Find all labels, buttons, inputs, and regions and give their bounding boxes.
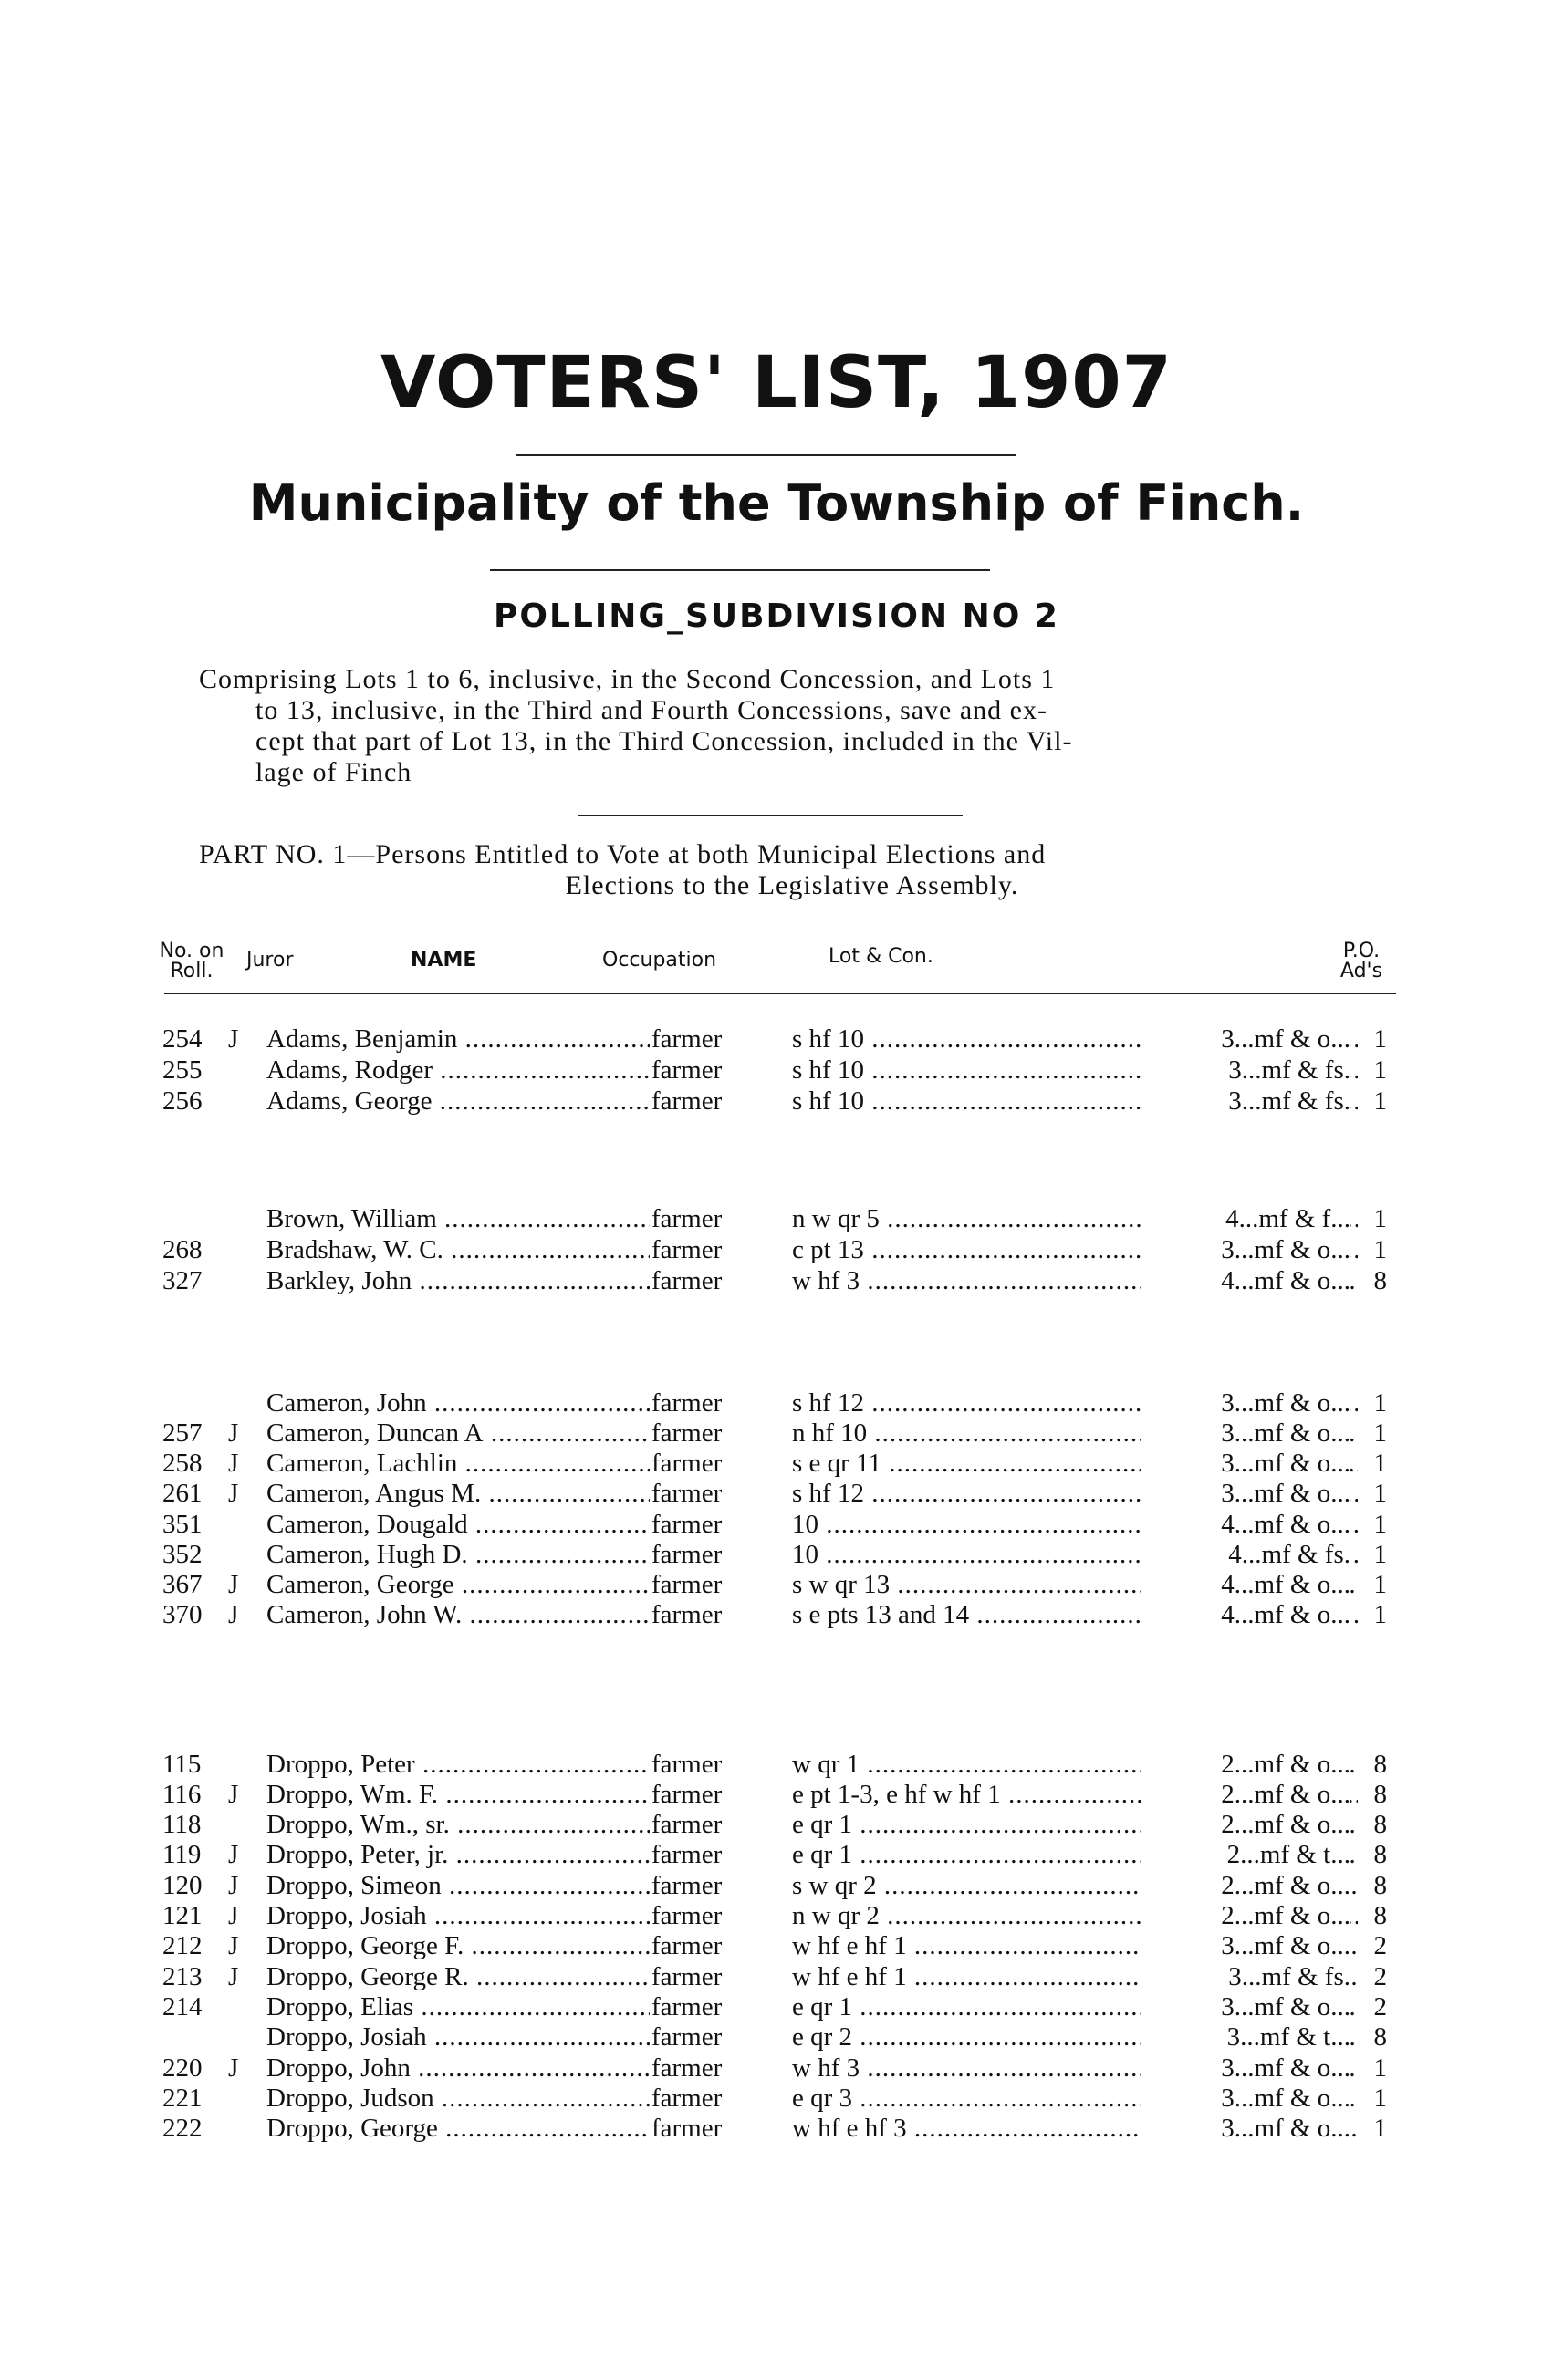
occupation: farmer bbox=[651, 1235, 723, 1264]
concession-status: 3...mf & t... bbox=[1141, 2021, 1350, 2053]
concession-status: 3...mf & o... bbox=[1141, 2053, 1350, 2084]
occupation: farmer bbox=[651, 1570, 723, 1599]
roll-number: 261 bbox=[162, 1479, 203, 1508]
table-row bbox=[0, 2083, 1553, 2114]
lot-description-text: s e pts 13 and 14 bbox=[792, 1600, 970, 1629]
lot-description-text: e qr 3 bbox=[792, 2084, 853, 2113]
column-header-lot: Lot & Con. bbox=[829, 945, 933, 968]
voter-name bbox=[266, 2053, 650, 2084]
voter-name-text: Cameron, Angus M. bbox=[266, 1479, 482, 1508]
table-row bbox=[0, 1749, 1553, 1780]
subdivision-description bbox=[199, 664, 1385, 788]
table-row bbox=[0, 1509, 1553, 1540]
description-line: Comprising Lots 1 to 6, inclusive, in the Second Concession, and Lots 1 bbox=[199, 664, 1056, 694]
roll-number: 258 bbox=[162, 1449, 203, 1478]
concession-status: 2...mf & o... bbox=[1141, 1809, 1350, 1840]
table-row bbox=[0, 1569, 1553, 1600]
voter-name bbox=[266, 1930, 650, 1961]
occupation: farmer bbox=[651, 1510, 723, 1539]
table-row bbox=[0, 1265, 1553, 1296]
po-address: 1 bbox=[1373, 1235, 1387, 1264]
concession-status: 4...mf & o... bbox=[1141, 1569, 1350, 1600]
lot-description-text: s hf 12 bbox=[792, 1479, 864, 1508]
column-header-juror: Juror bbox=[246, 949, 294, 972]
column-header-roll bbox=[155, 941, 228, 982]
juror-mark: J bbox=[228, 1570, 239, 1599]
roll-number: 370 bbox=[162, 1600, 203, 1629]
po-address: 1 bbox=[1373, 1204, 1387, 1233]
table-row bbox=[0, 1870, 1553, 1901]
voter-name bbox=[266, 1478, 650, 1509]
voter-name bbox=[266, 1055, 650, 1086]
part-line-1: PART NO. 1—Persons Entitled to Vote at both Municipal Elections and bbox=[199, 839, 1047, 869]
occupation: farmer bbox=[651, 1388, 723, 1418]
voter-name-text: Cameron, John W. bbox=[266, 1600, 463, 1629]
voter-name-text: Droppo, Simeon bbox=[266, 1871, 442, 1900]
voter-name bbox=[266, 1418, 650, 1449]
juror-mark: J bbox=[228, 1600, 239, 1629]
roll-number: 257 bbox=[162, 1419, 203, 1448]
concession-status: 4...mf & o... bbox=[1141, 1265, 1350, 1296]
concession-status: 3...mf & fs. bbox=[1141, 1055, 1350, 1086]
voter-name-text: Droppo, Josiah bbox=[266, 1901, 427, 1930]
roll-number: 118 bbox=[162, 1810, 202, 1839]
voter-name bbox=[266, 1961, 650, 1992]
concession-status: 2...mf & o... bbox=[1141, 1870, 1350, 1901]
lot-description-text: s hf 10 bbox=[792, 1055, 864, 1085]
po-address: 8 bbox=[1373, 1810, 1387, 1839]
concession-status: 4...mf & f... bbox=[1141, 1203, 1350, 1234]
po-address: 1 bbox=[1373, 1449, 1387, 1478]
voter-name bbox=[266, 1599, 650, 1630]
voter-name bbox=[266, 1203, 650, 1234]
po-address: 8 bbox=[1373, 1750, 1387, 1779]
table-row bbox=[0, 1599, 1553, 1630]
voter-name-text: Bradshaw, W. C. bbox=[266, 1235, 443, 1264]
roll-number: 268 bbox=[162, 1235, 203, 1264]
lot-description-text: 10 bbox=[792, 1510, 818, 1539]
voter-name-text: Adams, Rodger bbox=[266, 1055, 433, 1085]
voter-name-text: Cameron, Duncan A bbox=[266, 1419, 484, 1448]
lot-description-text: s hf 10 bbox=[792, 1024, 864, 1054]
voter-name bbox=[266, 2113, 650, 2144]
table-row bbox=[0, 2053, 1553, 2084]
concession-status: 2...mf & o... bbox=[1141, 1749, 1350, 1780]
roll-number: 255 bbox=[162, 1055, 203, 1085]
roll-number: 214 bbox=[162, 1992, 203, 2021]
subtitle-rule bbox=[490, 569, 990, 571]
lot-description-text: s w qr 2 bbox=[792, 1871, 877, 1900]
po-address: 8 bbox=[1373, 1901, 1387, 1930]
occupation: farmer bbox=[651, 1780, 723, 1809]
part-heading bbox=[199, 839, 1385, 901]
table-row bbox=[0, 1991, 1553, 2022]
roll-number: 221 bbox=[162, 2084, 203, 2113]
lot-description-text: c pt 13 bbox=[792, 1235, 864, 1264]
lot-description-text: n hf 10 bbox=[792, 1419, 868, 1448]
concession-status: 2...mf & t... bbox=[1141, 1839, 1350, 1870]
roll-number: 352 bbox=[162, 1540, 203, 1569]
lot-description-text: w qr 1 bbox=[792, 1750, 860, 1779]
voter-name-text: Cameron, George bbox=[266, 1570, 454, 1599]
voter-name bbox=[266, 1779, 650, 1810]
occupation: farmer bbox=[651, 1962, 723, 1991]
voter-name bbox=[266, 1024, 650, 1055]
voter-name bbox=[266, 1265, 650, 1296]
po-address: 8 bbox=[1373, 2022, 1387, 2052]
concession-status: 3...mf & fs. bbox=[1141, 1086, 1350, 1117]
concession-status: 4...mf & o... bbox=[1141, 1599, 1350, 1630]
po-address: 1 bbox=[1373, 2114, 1387, 2143]
voter-name-text: Cameron, Lachlin bbox=[266, 1449, 458, 1478]
table-row bbox=[0, 2113, 1553, 2144]
juror-mark: J bbox=[228, 1479, 239, 1508]
description-rule bbox=[578, 815, 963, 816]
juror-mark: J bbox=[228, 1419, 239, 1448]
concession-status: 3...mf & o... bbox=[1141, 1024, 1350, 1055]
juror-mark: J bbox=[228, 2053, 239, 2083]
concession-status: 3...mf & o... bbox=[1141, 1930, 1350, 1961]
lot-description-text: 10 bbox=[792, 1540, 818, 1569]
po-address: 1 bbox=[1373, 1055, 1387, 1085]
concession-status: 3...mf & fs. bbox=[1141, 1961, 1350, 1992]
lot-description-text: e qr 1 bbox=[792, 1840, 853, 1869]
po-address: 8 bbox=[1373, 1840, 1387, 1869]
voter-name-text: Droppo, George bbox=[266, 2114, 438, 2143]
po-address: 1 bbox=[1373, 1540, 1387, 1569]
table-row bbox=[0, 1930, 1553, 1961]
po-address: 2 bbox=[1373, 1992, 1387, 2021]
lot-description-text: w hf e hf 1 bbox=[792, 1931, 907, 1960]
po-address: 1 bbox=[1373, 1479, 1387, 1508]
voter-name bbox=[266, 1991, 650, 2022]
concession-status: 3...mf & o... bbox=[1141, 1991, 1350, 2022]
roll-number: 115 bbox=[162, 1750, 202, 1779]
concession-status: 3...mf & o... bbox=[1141, 1387, 1350, 1419]
table-row bbox=[0, 1203, 1553, 1234]
po-address: 1 bbox=[1373, 1600, 1387, 1629]
occupation: farmer bbox=[651, 1024, 723, 1054]
table-row bbox=[0, 1234, 1553, 1265]
voter-name-text: Droppo, John bbox=[266, 2053, 411, 2083]
concession-status: 4...mf & fs. bbox=[1141, 1539, 1350, 1570]
po-header-bottom: Ad's bbox=[1339, 960, 1383, 982]
juror-mark: J bbox=[228, 1024, 239, 1054]
juror-mark: J bbox=[228, 1780, 239, 1809]
lot-description-text: e qr 1 bbox=[792, 1810, 853, 1839]
juror-mark: J bbox=[228, 1931, 239, 1960]
table-row bbox=[0, 1055, 1553, 1086]
lot-description-text: e pt 1-3, e hf w hf 1 bbox=[792, 1780, 1001, 1809]
column-header-po bbox=[1325, 941, 1398, 982]
voter-name bbox=[266, 1569, 650, 1600]
occupation: farmer bbox=[651, 1479, 723, 1508]
voter-name-text: Cameron, John bbox=[266, 1388, 427, 1418]
po-address: 1 bbox=[1373, 1419, 1387, 1448]
juror-mark: J bbox=[228, 1871, 239, 1900]
po-header-top: P.O. bbox=[1342, 940, 1381, 962]
occupation: farmer bbox=[651, 1266, 723, 1295]
voter-name-text: Droppo, Wm., sr. bbox=[266, 1810, 450, 1839]
roll-number: 120 bbox=[162, 1871, 203, 1900]
lot-description-text: s hf 12 bbox=[792, 1388, 864, 1418]
voter-name-text: Cameron, Hugh D. bbox=[266, 1540, 468, 1569]
table-row bbox=[0, 1448, 1553, 1479]
po-address: 1 bbox=[1373, 2084, 1387, 2113]
table-row bbox=[0, 1539, 1553, 1570]
occupation: farmer bbox=[651, 1840, 723, 1869]
concession-status: 3...mf & o... bbox=[1141, 1234, 1350, 1265]
table-row bbox=[0, 1961, 1553, 1992]
table-row bbox=[0, 1387, 1553, 1419]
voter-name bbox=[266, 1749, 650, 1780]
occupation: farmer bbox=[651, 2114, 723, 2143]
occupation: farmer bbox=[651, 1419, 723, 1448]
voter-name-text: Droppo, George F. bbox=[266, 1931, 464, 1960]
table-row bbox=[0, 1779, 1553, 1810]
description-line: cept that part of Lot 13, in the Third Concession, included in the Vil- bbox=[255, 726, 1073, 756]
occupation: farmer bbox=[651, 1540, 723, 1569]
table-row bbox=[0, 1900, 1553, 1931]
po-address: 8 bbox=[1373, 1780, 1387, 1809]
po-address: 2 bbox=[1373, 1962, 1387, 1991]
lot-description-text: s e qr 11 bbox=[792, 1449, 881, 1478]
concession-status: 3...mf & o... bbox=[1141, 1448, 1350, 1479]
roll-number: 121 bbox=[162, 1901, 203, 1930]
roll-number: 254 bbox=[162, 1024, 203, 1054]
description-line: lage of Finch bbox=[255, 757, 412, 787]
occupation: farmer bbox=[651, 1750, 723, 1779]
description-line: to 13, inclusive, in the Third and Fourth Concessions, save and ex- bbox=[255, 695, 1047, 725]
voter-name bbox=[266, 1870, 650, 1901]
occupation: farmer bbox=[651, 2084, 723, 2113]
voter-name bbox=[266, 1809, 650, 1840]
lot-description-text: n w qr 2 bbox=[792, 1901, 880, 1930]
voter-name-text: Droppo, Elias bbox=[266, 1992, 414, 2021]
voter-name-text: Adams, George bbox=[266, 1086, 433, 1116]
voter-name bbox=[266, 2021, 650, 2053]
voter-name bbox=[266, 1839, 650, 1870]
concession-status: 3...mf & o... bbox=[1141, 1418, 1350, 1449]
lot-description-text: e qr 2 bbox=[792, 2022, 853, 2052]
table-row bbox=[0, 1418, 1553, 1449]
roll-number: 212 bbox=[162, 1931, 203, 1960]
lot-description-text: w hf e hf 3 bbox=[792, 2114, 907, 2143]
occupation: farmer bbox=[651, 2053, 723, 2083]
roll-number: 116 bbox=[162, 1780, 202, 1809]
juror-mark: J bbox=[228, 1449, 239, 1478]
column-header-occupation: Occupation bbox=[602, 949, 717, 972]
concession-status: 3...mf & o... bbox=[1141, 2083, 1350, 2114]
roll-number: 222 bbox=[162, 2114, 203, 2143]
roll-header-bottom: Roll. bbox=[170, 960, 214, 982]
juror-mark: J bbox=[228, 1962, 239, 1991]
po-address: 1 bbox=[1373, 1388, 1387, 1418]
voter-name bbox=[266, 1900, 650, 1931]
lot-description-text: s w qr 13 bbox=[792, 1570, 891, 1599]
roll-number: 367 bbox=[162, 1570, 203, 1599]
table-row bbox=[0, 1478, 1553, 1509]
lot-description-text: w hf 3 bbox=[792, 1266, 860, 1295]
voter-name-text: Cameron, Dougald bbox=[266, 1510, 468, 1539]
po-address: 1 bbox=[1373, 2053, 1387, 2083]
concession-status: 4...mf & o... bbox=[1141, 1509, 1350, 1540]
title-rule bbox=[516, 454, 1016, 456]
voter-name-text: Droppo, Wm. F. bbox=[266, 1780, 439, 1809]
po-address: 8 bbox=[1373, 1871, 1387, 1900]
occupation: farmer bbox=[651, 2022, 723, 2052]
voter-name-text: Droppo, Peter bbox=[266, 1750, 415, 1779]
roll-number: 220 bbox=[162, 2053, 203, 2083]
voter-name-text: Brown, William bbox=[266, 1204, 437, 1233]
voter-name bbox=[266, 1387, 650, 1419]
occupation: farmer bbox=[651, 1055, 723, 1085]
roll-number: 327 bbox=[162, 1266, 203, 1295]
voter-name bbox=[266, 1539, 650, 1570]
voter-name bbox=[266, 1509, 650, 1540]
concession-status: 3...mf & o... bbox=[1141, 1478, 1350, 1509]
voter-name-text: Droppo, George R. bbox=[266, 1962, 469, 1991]
po-address: 1 bbox=[1373, 1570, 1387, 1599]
lot-description-text: w hf 3 bbox=[792, 2053, 860, 2083]
page-title: VOTERS' LIST, 1907 bbox=[380, 342, 1173, 424]
occupation: farmer bbox=[651, 1086, 723, 1116]
polling-subdivision-heading: POLLING_SUBDIVISION NO 2 bbox=[494, 598, 1059, 635]
po-address: 8 bbox=[1373, 1266, 1387, 1295]
occupation: farmer bbox=[651, 1931, 723, 1960]
concession-status: 2...mf & o... bbox=[1141, 1900, 1350, 1931]
lot-description-text: n w qr 5 bbox=[792, 1204, 880, 1233]
occupation: farmer bbox=[651, 1992, 723, 2021]
voter-name bbox=[266, 1234, 650, 1265]
table-row bbox=[0, 1809, 1553, 1840]
occupation: farmer bbox=[651, 1600, 723, 1629]
table-row bbox=[0, 1086, 1553, 1117]
occupation: farmer bbox=[651, 1204, 723, 1233]
voter-name-text: Barkley, John bbox=[266, 1266, 412, 1295]
juror-mark: J bbox=[228, 1840, 239, 1869]
voter-name-text: Droppo, Peter, jr. bbox=[266, 1840, 449, 1869]
concession-status: 3...mf & o... bbox=[1141, 2113, 1350, 2144]
roll-number: 256 bbox=[162, 1086, 203, 1116]
occupation: farmer bbox=[651, 1810, 723, 1839]
voter-name-text: Droppo, Judson bbox=[266, 2084, 434, 2113]
table-row bbox=[0, 1839, 1553, 1870]
po-address: 1 bbox=[1373, 1024, 1387, 1054]
po-address: 2 bbox=[1373, 1931, 1387, 1960]
juror-mark: J bbox=[228, 1901, 239, 1930]
occupation: farmer bbox=[651, 1871, 723, 1900]
lot-description-text: s hf 10 bbox=[792, 1086, 864, 1116]
roll-number: 119 bbox=[162, 1840, 202, 1869]
voter-name-text: Adams, Benjamin bbox=[266, 1024, 458, 1054]
voter-name bbox=[266, 1086, 650, 1117]
part-line-2: Elections to the Legislative Assembly. bbox=[565, 870, 1019, 900]
table-row bbox=[0, 2021, 1553, 2053]
occupation: farmer bbox=[651, 1901, 723, 1930]
po-address: 1 bbox=[1373, 1086, 1387, 1116]
lot-description-text: w hf e hf 1 bbox=[792, 1962, 907, 1991]
po-address: 1 bbox=[1373, 1510, 1387, 1539]
municipality-subtitle: Municipality of the Township of Finch. bbox=[248, 474, 1305, 532]
concession-status: 2...mf & o... bbox=[1141, 1779, 1350, 1810]
roll-number: 351 bbox=[162, 1510, 203, 1539]
header-rule bbox=[164, 993, 1396, 994]
table-row bbox=[0, 1024, 1553, 1055]
occupation: farmer bbox=[651, 1449, 723, 1478]
roll-header-top: No. on bbox=[159, 940, 224, 962]
voter-name bbox=[266, 1448, 650, 1479]
voter-name bbox=[266, 2083, 650, 2114]
column-header-name: NAME bbox=[411, 949, 477, 972]
lot-description-text: e qr 1 bbox=[792, 1992, 853, 2021]
voter-name-text: Droppo, Josiah bbox=[266, 2022, 427, 2052]
roll-number: 213 bbox=[162, 1962, 203, 1991]
